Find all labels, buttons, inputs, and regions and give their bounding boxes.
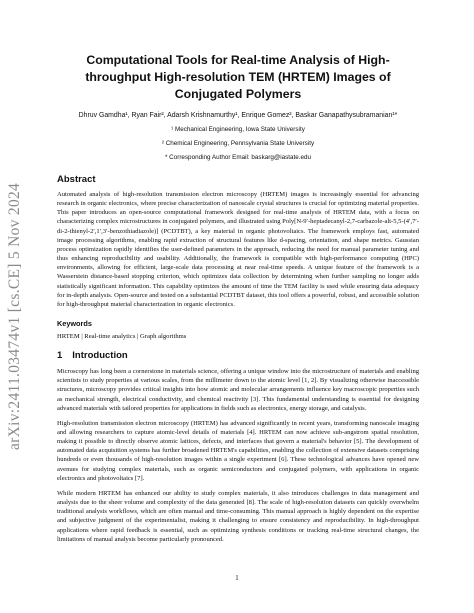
abstract-text: Automated analysis of high-resolution transmission electron microscopy (HRTEM) images is increasingly essential for advancing research in organic electronics, where precise characterization of nanoscale crystal structures is crucial for optimizing material properties. This paper introduces an open-source computational framework designed for real-time analysis of HRTEM data, with a focus on characterizing complex microstructures in conjugated polymers, and illustrated using Poly[N-9′-heptadecanyl-2,7-carbazole-alt-5,5-(4′,7′-di-2-thienyl-2′,1′,3′-benzothiadiazole)] (PCDTBT), a key material in organic photovoltaics. The framework employs fast, automated image processing algorithms, enabling rapid extraction of structural features like d-spacing, orientation, and shape metrics. Gaussian process optimization rapidly identifies the user-defined parameters in the approach, reducing the need for manual parameter tuning and thus enhancing reproducibility and usability. Additionally, the framework is compatible with high-performance computing (HPC) environments, allowing for efficient, large-scale data processing at near real-time speeds. A unique feature of the framework is a Wasserstein distance-based stopping criterion, which optimizes data collection by determining when further sampling no longer adds statistically significant information. This capability optimizes the amount of time the TEM facility is used while ensuring data adequacy for in-depth analysis. Open-source and tested on a substantial PCDTBT dataset, this tool offers a powerful, robust, and accessible solution for high-throughput material characterization in organic electronics. (57, 191, 419, 308)
page-number: 1 (235, 575, 239, 582)
section-number: 1 (57, 350, 63, 362)
corresponding-author: * Corresponding Author Email: baskarg@iastate.edu (164, 154, 312, 161)
affiliation-2: ² Chemical Engineering, Pennsylvania State University (161, 140, 315, 147)
arxiv-stamp: arXiv:2411.03474v1 [cs.CE] 5 Nov 2024 (6, 182, 23, 450)
affiliation-1: ¹ Mechanical Engineering, Iowa State University (171, 126, 305, 133)
intro-paragraph: Microscopy has long been a cornerstone in materials science, offering a unique window into the microstructure of materials and enabling scientists to study properties at various scales, from the millimeter down to the atomic level [1, 2]. By visualizing otherwise inaccessible structures, microscopy provides critical insights into how atomic and molecular arrangements influence key macroscopic properties such as mechanical strength, electrical conductivity, and chemical reactivity [3]. This fundamental understanding is essential for designing advanced materials with tailored properties for applications in fields such as electronics, energy storage, and catalysis. (57, 368, 419, 412)
paper-page (57, 0, 419, 544)
keywords-heading: Keywords (57, 319, 92, 329)
author-list: Dhruv Gamdha¹, Ryan Fair², Adarsh Krishnamurthy¹, Enrique Gomez², Baskar Ganapathysubramanian¹* (78, 112, 398, 119)
abstract-heading: Abstract (57, 174, 96, 185)
intro-paragraph: While modern HRTEM has enhanced our ability to study complex materials, it also introduces challenges in data management and analysis due to the sheer volume and complexity of the data generated [8]. The scale of high-resolution datasets can quickly overwhelm traditional analysis workflows, which are often manual and time-consuming. This manual approach is highly dependent on the expertise and subjective judgment of the experimentalist, making it challenging to ensure consistency and reproducibility. In high-throughput applications where rapid feedback is essential, such as optimizing synthesis conditions or tracking real-time structural changes, the limitations of manual analysis become particularly pronounced. (57, 489, 419, 543)
paper-title: Computational Tools for Real-time Analysis of High-throughput High-resolution TEM (HRTEM) Images of Conjugated Polymers (85, 53, 391, 101)
section-title: Introduction (72, 350, 128, 362)
section-heading (57, 350, 419, 361)
keywords-list: HRTEM | Real-time analytics | Graph algorithms (57, 333, 187, 341)
intro-paragraph: High-resolution transmission electron microscopy (HRTEM) has advanced significantly in recent years, transforming nanoscale imaging and allowing researchers to capture atomic-level details of materials [4]. HRTEM can now achieve sub-angstrom spatial resolution, making it possible to directly observe atomic lattices, defects, and interfaces that govern a material's behavior [5]. The development of automated data acquisition systems has further broadened HRTEM's capabilities, enabling the collection of extensive datasets comprising hundreds or even thousands of high-resolution images within a single experiment [6]. These technological advances have opened new avenues for studying complex materials, such as organic semiconductors and conjugated polymers, with applications in organic electronics and photovoltaics [7]. (57, 419, 419, 482)
introduction-body (57, 367, 419, 544)
